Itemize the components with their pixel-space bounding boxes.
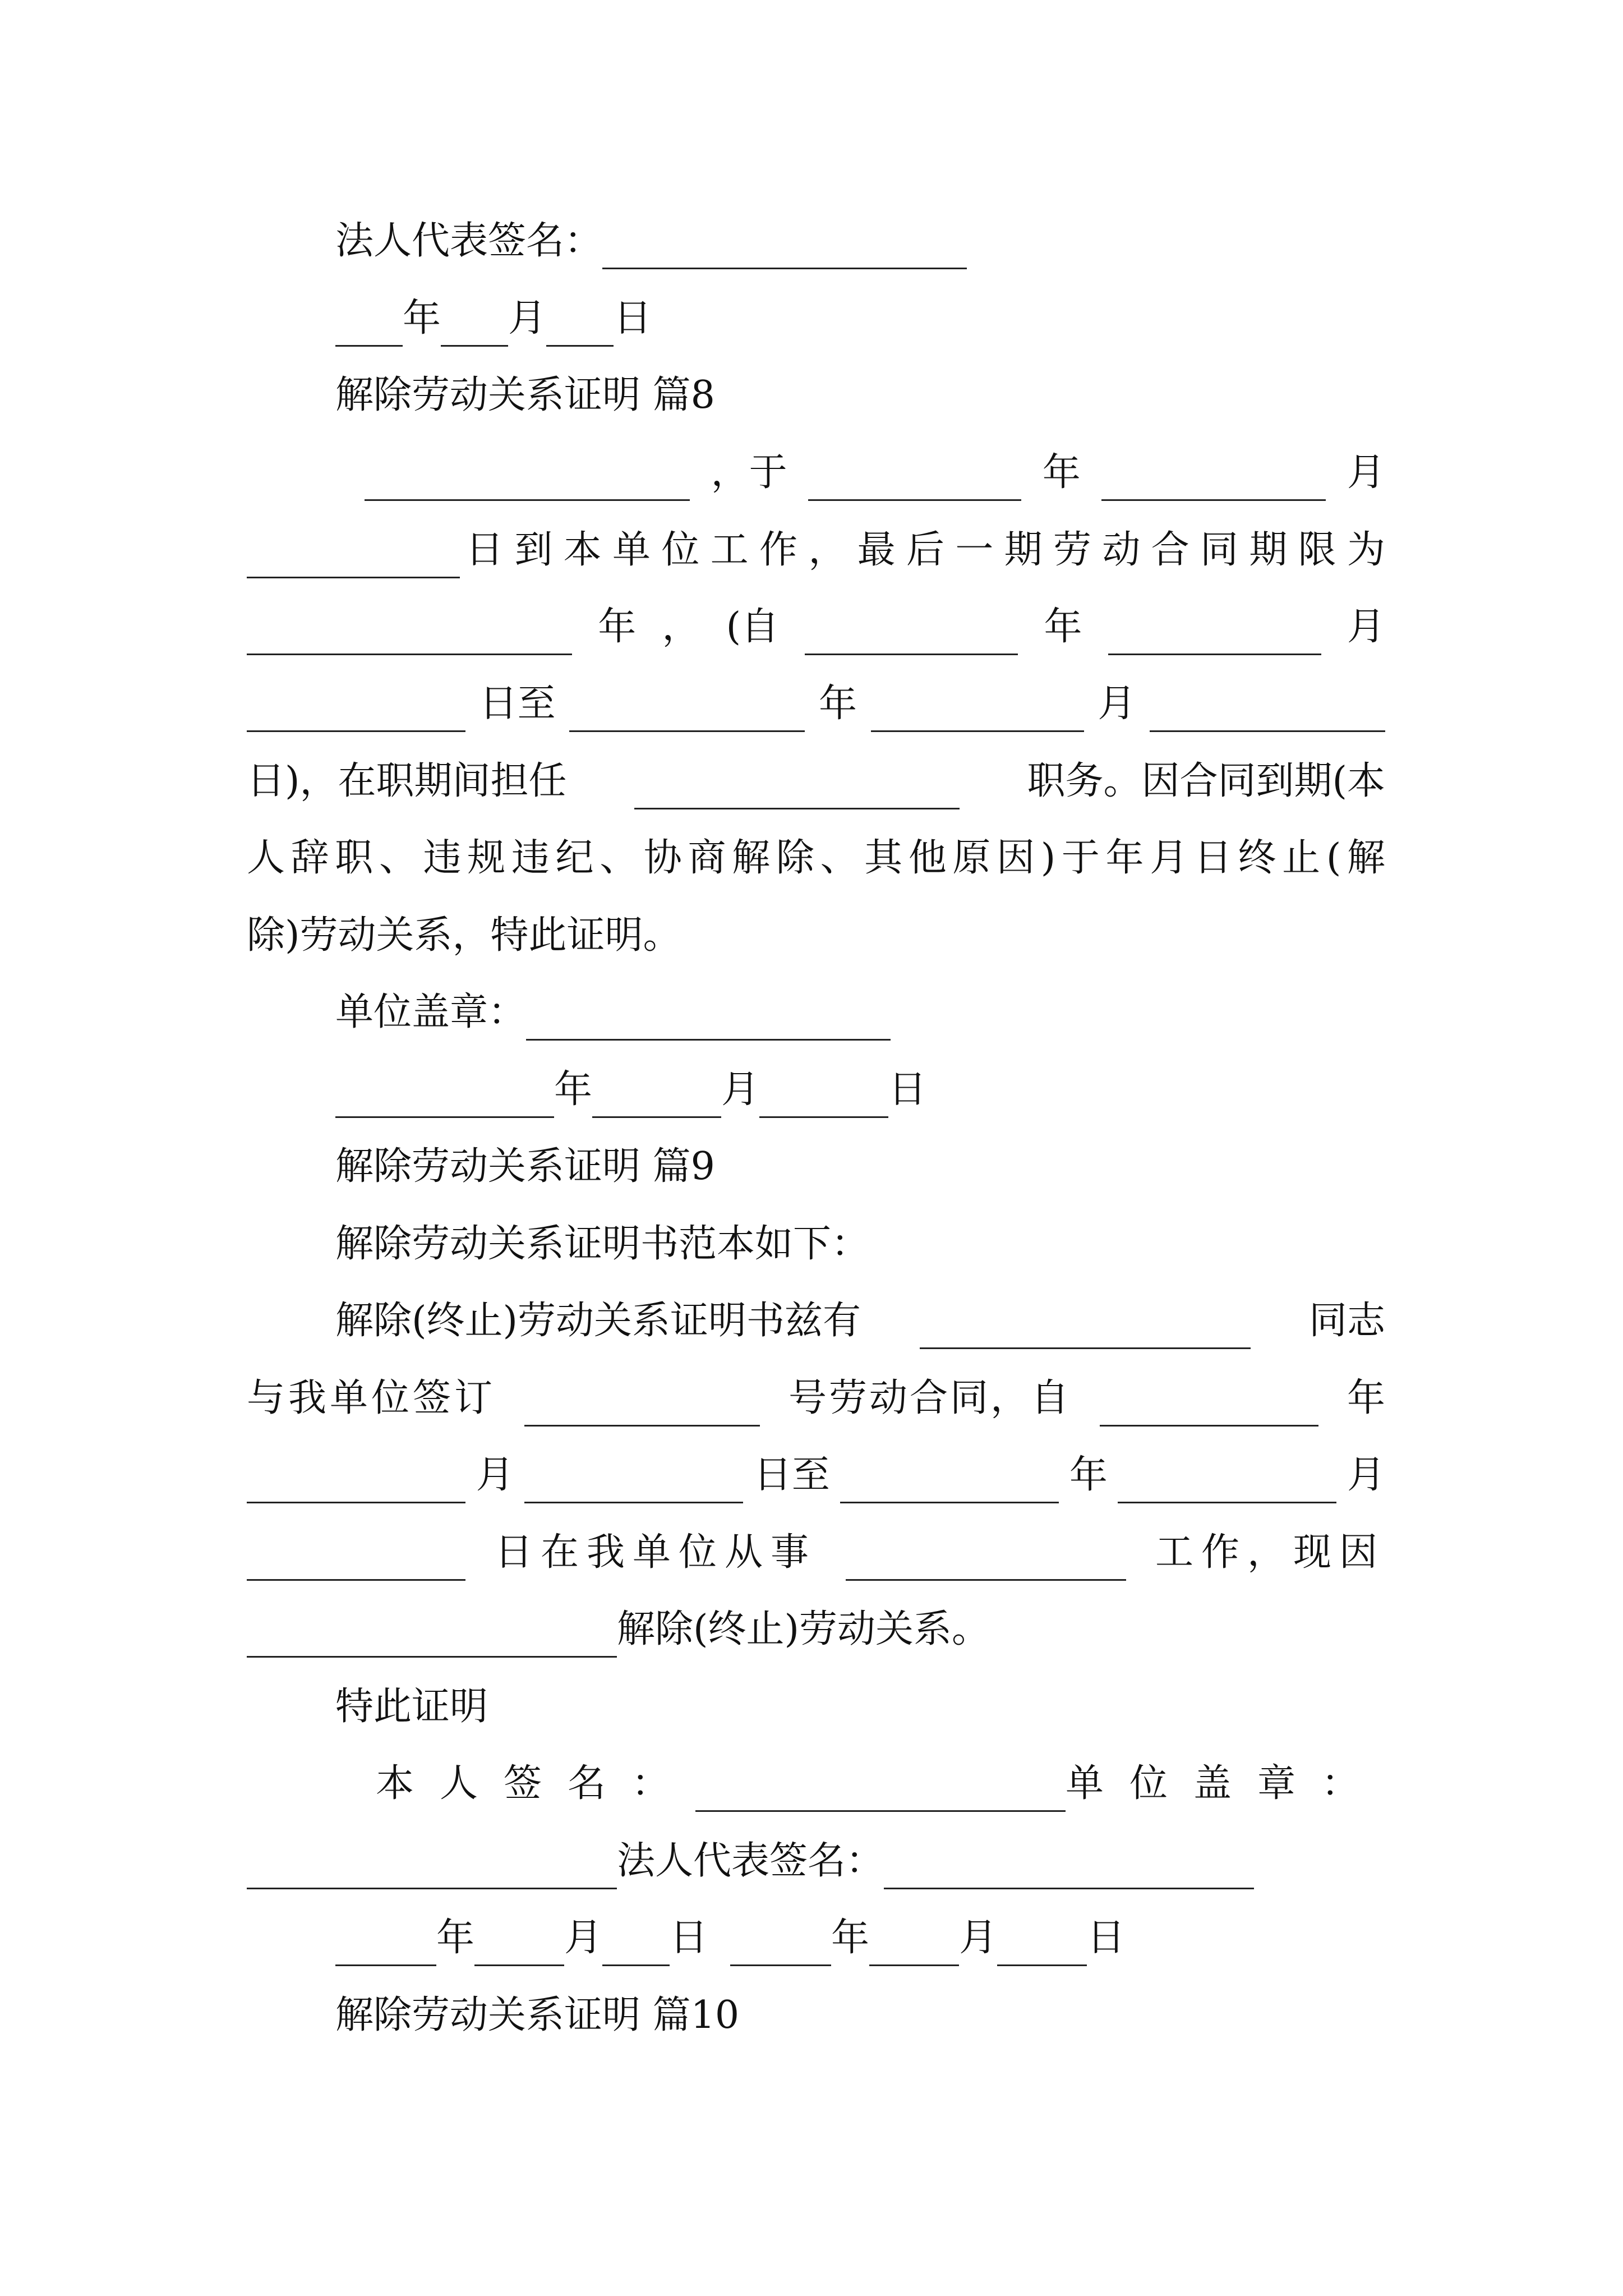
p8-seal-line — [247, 984, 1385, 1041]
text: 日至 — [479, 682, 556, 726]
text: 工作，现因 — [1155, 1530, 1385, 1575]
text: 年 — [1347, 1376, 1385, 1420]
date-line — [247, 291, 1385, 347]
blank — [602, 1924, 670, 1966]
blank — [634, 767, 960, 809]
text: 解除(终止)劳动关系。 — [617, 1607, 990, 1651]
day-label: 日 — [614, 296, 652, 341]
blank — [247, 690, 465, 732]
text: 同志 — [1308, 1299, 1385, 1343]
day-blank — [546, 305, 614, 347]
text: 日在我单位从事 — [494, 1530, 817, 1575]
text: ，于 — [711, 450, 787, 495]
blank — [1118, 1461, 1336, 1503]
blank — [920, 1307, 1251, 1349]
text: 与我单位签订 — [247, 1376, 496, 1420]
blank — [1101, 459, 1326, 501]
text: 年 — [818, 682, 857, 726]
text: 解除(终止)劳动关系证明书兹有 — [335, 1299, 861, 1343]
text: 月 — [1347, 605, 1385, 649]
text: 月 — [1347, 450, 1385, 495]
month-label: 月 — [959, 1916, 998, 1960]
seal-label: 单位盖章： — [335, 990, 527, 1034]
p9-line-5 — [247, 1602, 1385, 1658]
section-heading-9: 解除劳动关系证明 篇9 — [335, 1144, 715, 1189]
p9-legal-line — [247, 1833, 1385, 1889]
blank — [997, 1924, 1087, 1966]
p9-certify: 特此证明 — [335, 1685, 488, 1729]
text: 月 — [476, 1453, 514, 1497]
text: 职务。因合同到期(本 — [1027, 759, 1385, 803]
text: 月 — [1098, 682, 1136, 726]
day-label: 日 — [670, 1916, 708, 1960]
blank — [846, 1539, 1126, 1581]
blank — [869, 1924, 959, 1966]
p8-date-line — [247, 1062, 1385, 1118]
blank — [524, 1461, 743, 1503]
p9-line-4 — [247, 1525, 1385, 1581]
text: 号劳动合同，自 — [788, 1376, 1071, 1420]
text: (自 — [726, 605, 780, 649]
blank — [335, 1924, 436, 1966]
year-label: 年 — [831, 1916, 870, 1960]
p8-line-4 — [247, 676, 1385, 732]
text: 日至 — [753, 1453, 830, 1497]
month-label: 月 — [508, 296, 547, 341]
p8-line-7: 除)劳动关系，特此证明。 — [247, 913, 681, 958]
p8-line-3 — [247, 599, 1385, 655]
blank — [247, 1539, 465, 1581]
blank — [524, 1384, 760, 1427]
p8-line-2 — [247, 522, 1385, 578]
blank — [526, 999, 891, 1041]
signature-blank — [602, 227, 967, 269]
p8-line-1 — [247, 445, 1385, 501]
text: ， — [662, 605, 700, 649]
seal-label: 单位盖章： — [1065, 1761, 1385, 1806]
year-label: 年 — [436, 1916, 475, 1960]
blank — [365, 459, 690, 501]
blank — [247, 1461, 465, 1503]
text: 年 — [1044, 605, 1082, 649]
blank — [1150, 690, 1385, 732]
blank — [695, 1770, 1066, 1812]
year-blank — [335, 305, 403, 347]
text: 年 — [598, 605, 637, 649]
blank — [1100, 1384, 1318, 1427]
section-heading-8: 解除劳动关系证明 篇8 — [335, 373, 715, 417]
p9-date-line — [247, 1910, 1385, 1966]
blank — [884, 1847, 1254, 1889]
p9-intro: 解除劳动关系证明书范本如下： — [335, 1222, 870, 1266]
legal-rep-signature-line — [247, 213, 1385, 269]
blank — [808, 459, 1021, 501]
blank — [569, 690, 805, 732]
blank — [840, 1461, 1059, 1503]
p9-signature-line — [247, 1756, 1385, 1812]
blank — [335, 1076, 554, 1118]
section-heading-10: 解除劳动关系证明 篇10 — [335, 1993, 740, 2037]
text: 年 — [1042, 450, 1081, 495]
p9-line-2 — [247, 1370, 1385, 1427]
blank — [871, 690, 1084, 732]
blank — [730, 1924, 831, 1966]
month-label: 月 — [721, 1068, 760, 1112]
blank — [474, 1924, 564, 1966]
p9-line-1 — [247, 1293, 1385, 1349]
signature-label: 本人签名： — [376, 1761, 696, 1806]
blank — [247, 1847, 617, 1889]
blank — [247, 536, 460, 578]
blank — [759, 1076, 888, 1118]
day-label: 日 — [1087, 1916, 1126, 1960]
blank — [805, 613, 1018, 655]
text: 日到本单位工作，最后一期劳动合同期限为 — [465, 528, 1385, 572]
blank — [247, 613, 572, 655]
blank — [1108, 613, 1321, 655]
p9-line-3 — [247, 1447, 1385, 1503]
blank — [592, 1076, 721, 1118]
text: 月 — [1347, 1453, 1385, 1497]
month-blank — [441, 305, 508, 347]
legal-rep-label: 法人代表签名： — [335, 219, 603, 263]
p8-line-5 — [247, 753, 1385, 809]
day-label: 日 — [888, 1068, 927, 1112]
year-label: 年 — [554, 1068, 593, 1112]
text: 日)，在职期间担任 — [247, 759, 567, 803]
legal-rep-label: 法人代表签名： — [617, 1839, 884, 1883]
month-label: 月 — [564, 1916, 603, 1960]
blank — [247, 1616, 617, 1658]
p8-line-6: 人辞职、违规违纪、协商解除、其他原因)于年月日终止(解 — [247, 836, 1385, 880]
year-label: 年 — [403, 296, 441, 341]
text: 年 — [1069, 1453, 1108, 1497]
